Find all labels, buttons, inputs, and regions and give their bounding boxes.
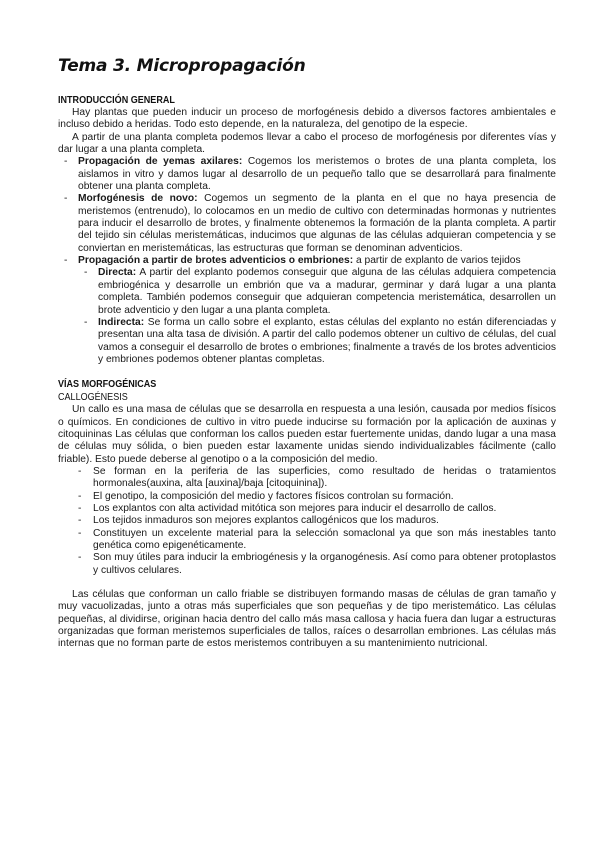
list-item: - Los tejidos inmaduros son mejores explantos callogénicos que los maduros. (58, 515, 556, 527)
sublist-item (78, 317, 556, 366)
morphogenesis-routes-list (58, 156, 556, 366)
sublist-item-text: A partir del explanto podemos conseguir que alguna de las células adquiera competencia embriogénica y desarrolle un embrión que va a madurar, germinar y dará lugar a una planta completa. También podemos conseguir que adquieran competencia meristemática, desarrollen un brote adventicio y den lugar a una planta completa. (98, 267, 556, 316)
list-item-text: Cogemos un segmento de la planta en el que no haya presencia de meristemos (entrenudo), lo colocamos en un medio de cultivo con determinadas hormonas y nutrientes para inducir el desarrollo de brotes, y finalmente obtenemos la formación de la planta completa. A partir del tejido sin células meristemáticas, inducimos que algunas de las células adquieran competencia y se conviertan en meristemáticas, las estructuras que forman se denominan adventicios. (78, 193, 556, 254)
sublist-item-text: Se forma un callo sobre el explanto, estas células del explanto no están diferenciadas y presentan una alta tasa de división. A partir del callo podemos obtener un cultivo de células, del cual vamos a conseguir el desarrollo de brotes o embriones; finalmente a través de los brotes adventicios y embriones podemos obtener plantas completas. (98, 316, 556, 365)
section-heading-intro: INTRODUCCIÓN GENERAL (58, 94, 175, 106)
document-body (58, 94, 556, 651)
intro-paragraph-2: A partir de una planta completa podemos llevar a cabo el proceso de morfogénesis por diferentes vías y dar lugar a una planta completa. (58, 131, 556, 156)
list-item-text: a partir de explanto de varios tejidos (353, 255, 521, 267)
list-item: - Se forman en la periferia de las superficies, como resultado de heridas o tratamientos hormonales(auxina, alta [auxina]/baja [citoquinina]). (58, 466, 556, 491)
callogenesis-paragraph-2: Las células que conforman un callo friable se distribuyen formando masas de células de gran tamaño y muy vacuolizadas, junto a otras más superficiales que son pequeñas y de tipo meristemático. Las células pequeñas, al dividirse, originan hacia dentro del callo más masa callosa y hacia fuera dan lugar a estructuras organizadas que forman meristemos superficiales de tallos, raíces o desarrollan embriones. Las células más internas que no forman parte de estos meristemos contribuyen a su mantenimiento nutricional. (58, 589, 556, 650)
list-item-term: Propagación de yemas axilares: (78, 156, 243, 168)
callogenesis-paragraph-1: Un callo es una masa de células que se desarrolla en respuesta a una lesión, causada por medios físicos o químicos. En condiciones de cultivo in vitro puede inducirse su formación por la aplicación de auxinas y citoquininas Las células que conforman los callos pueden estar fuertemente unidas, dando lugar a una masa de células muy sólida, o bien pueden estar laxamente unidas siendo individualizables fácilmente (callo friable). Esto puede deberse al genotipo o a la composición del medio. (58, 404, 556, 465)
list-item-term: Propagación a partir de brotes adventicios o embriones: (78, 255, 354, 267)
subsection-heading-callogenesis: CALLOGÉNESIS (58, 391, 128, 404)
list-item (58, 156, 556, 193)
intro-paragraph-1: Hay plantas que pueden inducir un proceso de morfogénesis debido a diversos factores ambientales e incluso debido a heridas. Todo esto depende, en la naturaleza, del genotipo de la especie. (58, 107, 556, 131)
list-item: - Son muy útiles para inducir la embriogénesis y la organogénesis. Así como para obtener protoplastos y cultivos celulares. (58, 552, 556, 577)
list-item-term: Morfogénesis de novo: (78, 193, 198, 205)
sublist-item (78, 267, 556, 316)
list-item (58, 255, 556, 366)
page-title: Tema 3. Micropropagación (58, 56, 306, 76)
list-item-text: Cogemos los meristemos o brotes de una planta completa, los aislamos in vitro y damos lugar al desarrollo de un pequeño tallo que se desarrollará para finalmente obtener una planta completa. (78, 156, 557, 193)
list-item (58, 193, 556, 255)
sublist-item-term: Indirecta: (98, 316, 145, 328)
list-item: - El genotipo, la composición del medio y factores físicos controlan su formación. (58, 491, 556, 503)
list-item: - Constituyen un excelente material para la selección somaclonal ya que son más inestables tanto genética como epigenéticamente. (58, 528, 556, 553)
adventitious-sublist (78, 267, 556, 366)
callus-properties-list (58, 466, 556, 577)
sublist-item-term: Directa: (98, 267, 137, 279)
list-item: - Los explantos con alta actividad mitótica son mejores para inducir el desarrollo de callos. (58, 503, 556, 515)
section-heading-vias: VÍAS MORFOGÉNICAS (58, 378, 157, 391)
